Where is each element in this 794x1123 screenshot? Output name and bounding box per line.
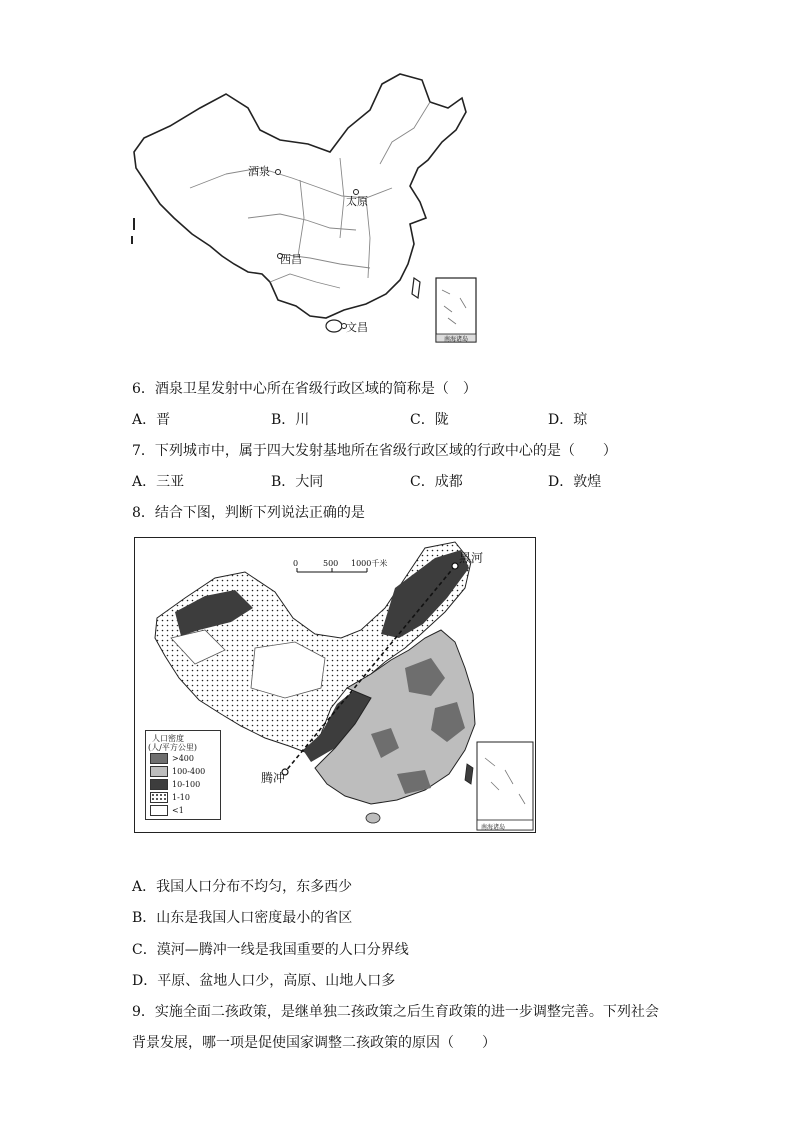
legend-row-100-400: 100-400 — [150, 766, 220, 776]
south-china-sea-inset — [477, 742, 533, 830]
label-heihe: 黑河 — [459, 551, 484, 565]
china-outline-map — [130, 68, 480, 348]
heihe-dot — [452, 563, 458, 569]
density-legend — [145, 730, 221, 820]
question-9-stem-line2: 背景发展，哪一项是促使国家调整二孩政策的原因（ ） — [132, 1035, 496, 1051]
inset-label: 南海诸岛 — [443, 336, 468, 343]
q8-option-c: C．漠河—腾冲一线是我国重要的人口分界线 — [132, 942, 409, 958]
legend-row-1-10: 1-10 — [150, 792, 220, 802]
legend-row-10-100: 10-100 — [150, 779, 220, 789]
q6-option-d: D．琼 — [548, 412, 588, 428]
label-wenchang: 文昌 — [346, 321, 368, 334]
q6-option-a: A．晋 — [132, 412, 171, 428]
hainan-island — [326, 320, 342, 332]
scale-tick-1000: 1000千米 — [351, 559, 388, 568]
q6-option-b: B．川 — [271, 412, 310, 428]
city-dot-jiuquan — [276, 170, 281, 175]
scale-tick-0: 0 — [293, 559, 299, 568]
legend-row-lt1: <1 — [150, 805, 220, 815]
q7-option-c: C．成都 — [410, 474, 463, 490]
legend-row-gt400: >400 — [150, 753, 220, 763]
taiwan-island — [412, 278, 420, 298]
q6-option-c: C．陇 — [410, 412, 449, 428]
label-jiuquan: 酒泉 — [248, 165, 270, 178]
q7-option-b: B．大同 — [271, 474, 324, 490]
label-taiyuan: 太原 — [346, 195, 368, 208]
inset-label: 南海诸岛 — [481, 824, 506, 831]
south-china-sea-inset — [436, 278, 476, 342]
question-7-stem: 7．下列城市中，属于四大发射基地所在省级行政区域的行政中心的是（ ） — [132, 443, 617, 459]
population-density-map — [134, 537, 536, 833]
question-8-stem: 8．结合下图，判断下列说法正确的是 — [132, 505, 365, 521]
label-xichang: 西昌 — [280, 253, 302, 266]
q7-option-a: A．三亚 — [132, 474, 185, 490]
legend-unit: (人/平方公里) — [148, 743, 197, 752]
question-9-stem-line1: 9．实施全面二孩政策，是继单独二孩政策之后生育政策的进一步调整完善。下列社会 — [132, 1004, 659, 1020]
q8-option-a: A．我国人口分布不均匀，东多西少 — [132, 879, 353, 895]
question-6-stem: 6．酒泉卫星发射中心所在省级行政区域的简称是（ ） — [132, 381, 477, 397]
q7-option-d: D．敦煌 — [548, 474, 602, 490]
label-tengchong: 腾冲 — [261, 771, 286, 785]
q8-option-d: D．平原、盆地人口少，高原、山地人口多 — [132, 973, 396, 989]
legend-title: 人口密度 — [152, 734, 184, 743]
city-dot-taiyuan — [354, 190, 359, 195]
launch-sites-map — [130, 68, 480, 348]
q8-option-b: B．山东是我国人口密度最小的省区 — [132, 910, 353, 926]
scale-tick-500: 500 — [323, 559, 339, 568]
